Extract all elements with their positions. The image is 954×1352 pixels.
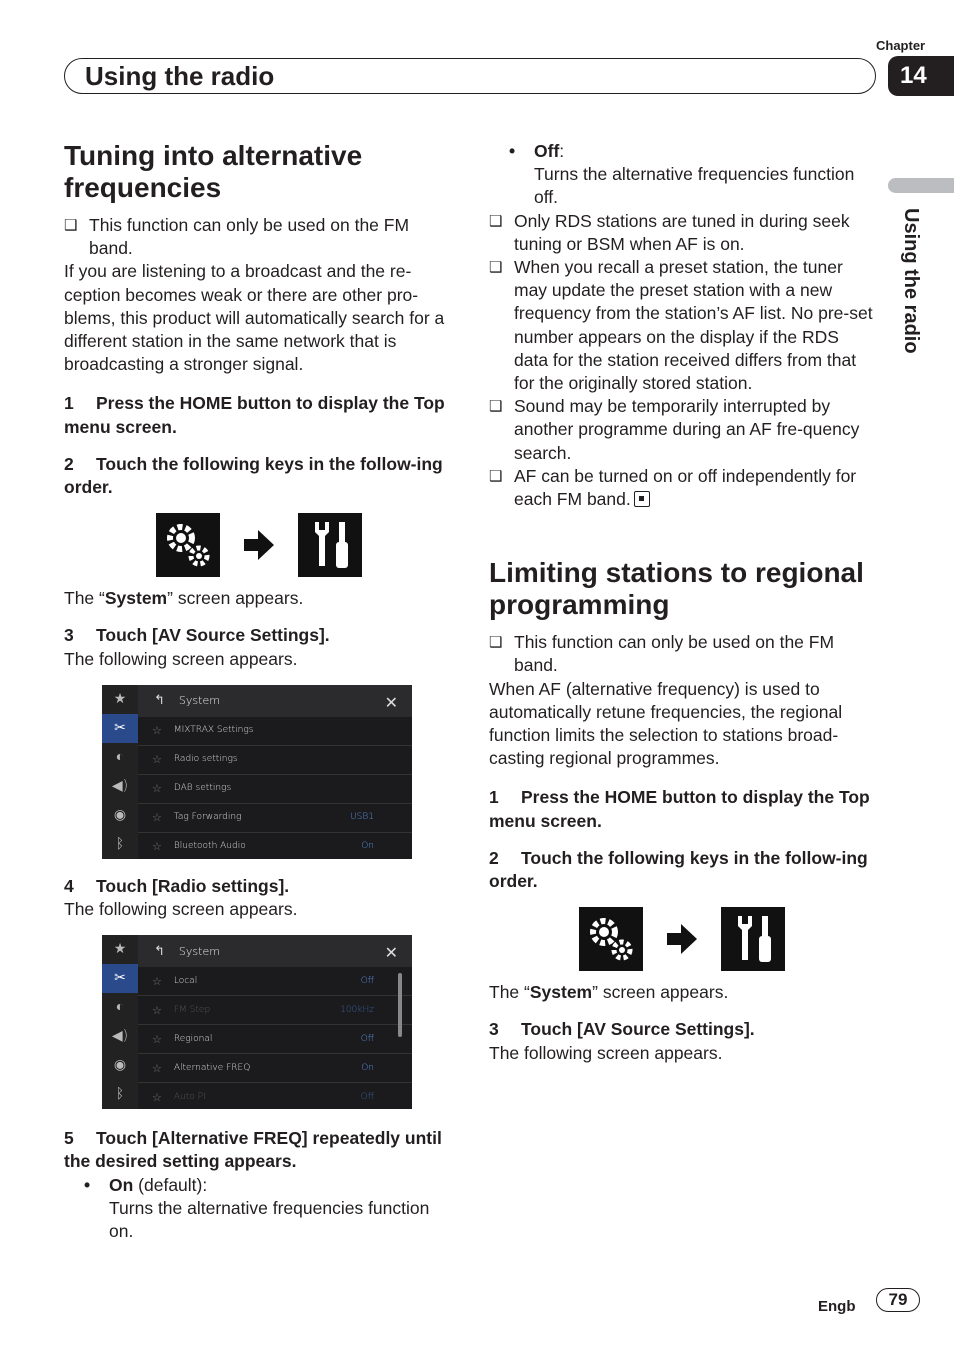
- step-number: 1: [64, 393, 74, 414]
- header-bar: [64, 58, 876, 94]
- system-label: System: [104, 588, 168, 609]
- text: ” screen appears.: [592, 982, 729, 1003]
- language-code: Engb: [818, 1298, 856, 1315]
- tools-icon[interactable]: ✂: [102, 714, 138, 743]
- step-3: [489, 1018, 875, 1041]
- row-value: Off: [360, 975, 374, 986]
- settings-list: [138, 967, 412, 1109]
- off-text: Turns the alternative frequencies function off.: [534, 164, 855, 208]
- on-text: Turns the alternative frequencies function on.: [109, 1197, 430, 1242]
- system-label: System: [529, 982, 593, 1003]
- note: ❑ Only RDS stations are tuned in during seek tuning or BSM when AF is on.: [489, 210, 875, 256]
- disc-icon[interactable]: ◉: [113, 806, 127, 823]
- star-icon: ☆: [152, 1032, 162, 1046]
- star-icon: ☆: [152, 1090, 162, 1104]
- off-suffix: :: [559, 141, 565, 161]
- bluetooth-icon[interactable]: ᛒ: [115, 835, 125, 852]
- row-label: DAB settings: [173, 783, 232, 794]
- left-column: [64, 140, 454, 1243]
- chapter-label: Chapter: [876, 38, 926, 53]
- key-sequence: [489, 907, 875, 971]
- right-column: [489, 140, 875, 1065]
- gears-icon: [156, 513, 220, 577]
- note: ❑ Sound may be temporarily interrupted by another programme during an AF fre-quency search.: [489, 395, 875, 465]
- close-icon[interactable]: ✕: [384, 692, 398, 712]
- settings-row: [138, 996, 412, 1025]
- step-number: 4: [64, 875, 74, 896]
- star-icon: ☆: [152, 974, 162, 988]
- step-number: 2: [489, 847, 499, 868]
- settings-row: [138, 1083, 412, 1109]
- system-screen-2: [102, 935, 412, 1109]
- step-3-text: The following screen appears.: [64, 648, 298, 669]
- step-5: [64, 1127, 454, 1173]
- row-label: Alternative FREQ: [173, 1062, 251, 1073]
- step-1: [489, 786, 875, 832]
- display-icon[interactable]: ◐: [115, 999, 125, 1016]
- scrollbar[interactable]: [398, 973, 402, 1037]
- paragraph: If you are listening to a broadcast and the re-ception becomes weak or there are other pro-blems, this product will automatically search for a different station in the same network that is broadcasting a stronger signal.: [64, 261, 445, 375]
- settings-row[interactable]: [138, 746, 412, 775]
- settings-row[interactable]: [138, 967, 412, 996]
- display-icon[interactable]: ◐: [115, 748, 125, 765]
- star-icon: ☆: [152, 1003, 162, 1017]
- back-icon[interactable]: ↰: [154, 693, 165, 709]
- paragraph: When AF (alternative frequency) is used to automatically retune frequencies, the regional function limits the selection to stations broad-casting regional programmes.: [489, 678, 843, 769]
- text: The “: [64, 588, 105, 609]
- chapter-number: 14: [888, 56, 954, 96]
- section-title: Using the radio: [85, 61, 275, 91]
- step-text: Touch [Alternative FREQ] repeatedly until the desired setting appears.: [64, 1128, 442, 1172]
- star-icon[interactable]: ★: [113, 941, 127, 958]
- row-label: Regional: [173, 1033, 213, 1044]
- row-value: On: [361, 841, 374, 852]
- step-number: 2: [64, 453, 74, 474]
- settings-row[interactable]: [138, 804, 412, 833]
- star-icon: ☆: [152, 753, 162, 767]
- off-label: Off: [534, 141, 560, 161]
- screen-topbar: [138, 685, 412, 717]
- text: The “: [489, 982, 530, 1003]
- step-text: Press the HOME button to display the Top menu screen.: [64, 393, 445, 437]
- star-icon: ☆: [152, 840, 162, 854]
- speaker-icon[interactable]: ◀): [111, 1028, 129, 1045]
- gears-icon: [579, 907, 643, 971]
- step-text: Touch [AV Source Settings].: [521, 1019, 755, 1040]
- side-tab-marker: [888, 178, 954, 193]
- star-icon: ☆: [152, 724, 162, 738]
- step-number: 3: [64, 625, 74, 646]
- row-value: Off: [360, 1091, 374, 1102]
- star-icon: ☆: [152, 811, 162, 825]
- tools-icon: [721, 907, 785, 971]
- system-screen-1: [102, 685, 412, 859]
- step-text: Touch [AV Source Settings].: [96, 625, 330, 646]
- tools-icon[interactable]: ✂: [102, 964, 138, 993]
- arrow-right-icon: [242, 528, 276, 562]
- step-number: 3: [489, 1019, 499, 1040]
- key-sequence: [64, 513, 454, 577]
- speaker-icon[interactable]: ◀): [111, 777, 129, 794]
- star-icon[interactable]: ★: [113, 690, 127, 707]
- row-label: Radio settings: [173, 754, 238, 765]
- note: ❑ This function can only be used on the FM band.: [64, 214, 454, 260]
- step-number: 5: [64, 1128, 74, 1149]
- settings-row[interactable]: [138, 775, 412, 804]
- step-2: [489, 847, 875, 893]
- settings-row[interactable]: [138, 1025, 412, 1054]
- row-label: Bluetooth Audio: [173, 841, 246, 852]
- side-rail: [102, 685, 138, 859]
- star-icon: ☆: [152, 782, 162, 796]
- screen-title: System: [178, 694, 220, 708]
- side-tab-label: Using the radio: [900, 208, 922, 354]
- step-4-text: The following screen appears.: [64, 899, 298, 920]
- note: ❑ This function can only be used on the FM band.: [489, 631, 875, 677]
- bullet-on: [64, 1174, 454, 1244]
- close-icon[interactable]: ✕: [384, 943, 398, 963]
- settings-row[interactable]: [138, 717, 412, 746]
- note: ❑ When you recall a preset station, the tuner may update the preset station with a new frequency from the station’s AF list. No pre-set number appears on the display if the RDS data for the station received differs from that for the originally stored station.: [489, 256, 875, 395]
- system-screen-text: [64, 587, 454, 610]
- row-value: USB1: [350, 812, 374, 823]
- text: ” screen appears.: [167, 588, 304, 609]
- row-label: FM Step: [173, 1004, 211, 1015]
- step-3: [64, 624, 454, 647]
- step-text: Press the HOME button to display the Top menu screen.: [489, 787, 870, 831]
- step-1: [64, 392, 454, 438]
- row-label: Local: [173, 975, 198, 986]
- disc-icon[interactable]: ◉: [113, 1057, 127, 1074]
- row-value: On: [361, 1062, 374, 1073]
- row-label: Tag Forwarding: [173, 812, 242, 823]
- screen-title: System: [178, 944, 220, 958]
- step-3-text: The following screen appears.: [489, 1042, 723, 1063]
- side-rail: [102, 935, 138, 1109]
- tools-icon: [298, 513, 362, 577]
- step-4: [64, 875, 454, 898]
- settings-list: [138, 717, 412, 859]
- row-label: Auto PI: [173, 1091, 206, 1102]
- heading-regional-programming: Limiting stations to regional programming: [489, 557, 864, 621]
- page-number: 79: [876, 1288, 920, 1312]
- step-2: [64, 453, 454, 499]
- row-value: Off: [360, 1033, 374, 1044]
- screen-topbar: [138, 935, 412, 967]
- on-label: On: [109, 1174, 134, 1195]
- heading-alternative-frequencies: Tuning into alternative frequencies: [64, 140, 363, 203]
- bullet-off: [489, 140, 875, 210]
- note-text: AF can be turned on or off independently for each FM band.: [514, 465, 857, 510]
- step-number: 1: [489, 787, 499, 808]
- note: [489, 465, 875, 511]
- star-icon: ☆: [152, 1061, 162, 1075]
- step-text: Touch [Radio settings].: [96, 875, 290, 896]
- bluetooth-icon[interactable]: ᛒ: [115, 1086, 125, 1103]
- end-mark-icon: [634, 491, 650, 507]
- step-text: Touch the following keys in the follow-ing order.: [64, 453, 443, 498]
- settings-row[interactable]: [138, 1054, 412, 1083]
- row-label: MIXTRAX Settings: [173, 725, 254, 736]
- on-suffix: (default):: [133, 1174, 208, 1195]
- back-icon[interactable]: ↰: [154, 943, 165, 959]
- step-text: Touch the following keys in the follow-ing order.: [489, 847, 868, 892]
- settings-row[interactable]: [138, 833, 412, 859]
- row-value: 100kHz: [340, 1004, 374, 1015]
- arrow-right-icon: [665, 922, 699, 956]
- system-screen-text: [489, 981, 875, 1004]
